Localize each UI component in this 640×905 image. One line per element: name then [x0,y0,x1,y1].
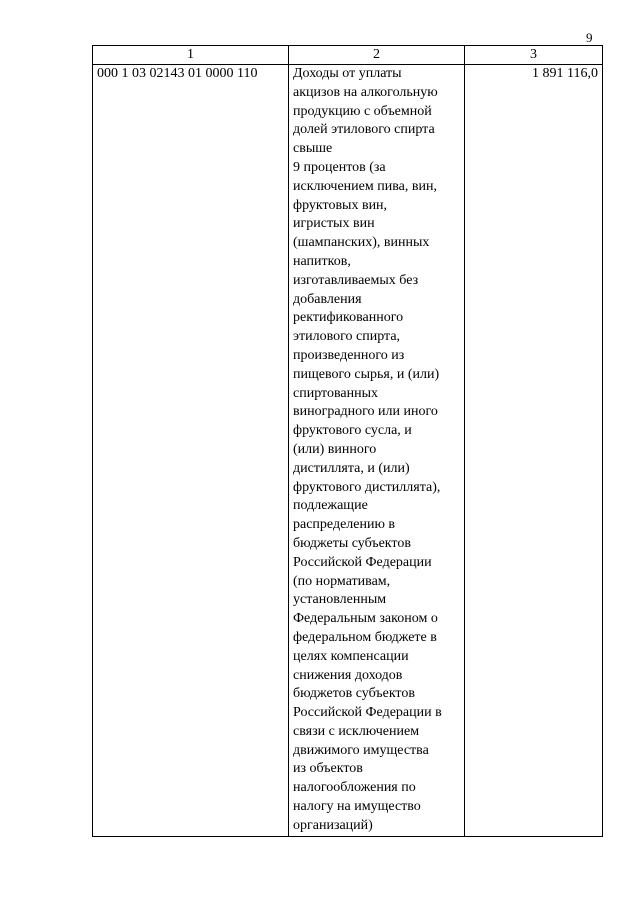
description-line: фруктовых вин, [293,197,388,213]
amount-value: 1 891 116,0 [465,65,603,837]
description-line: акцизов на алкогольную [293,84,438,100]
description-line: подлежащие [293,498,368,514]
description-line: свыше [293,141,333,157]
description-line: организаций) [293,817,373,833]
description-line: 9 процентов (за [293,159,386,175]
description-line: ректификованного [293,310,404,326]
income-description [289,65,465,837]
description-line: (шампанских), винных [293,235,430,251]
description-line: произведенного из [293,347,405,363]
description-line: исключением пива, вин, [293,178,437,194]
description-line: фруктового сусла, и [293,423,412,439]
description-line: федеральном бюджете в [293,629,437,645]
description-line: этилового спирта, [293,329,401,345]
description-line: Российской Федерации в [293,705,442,721]
description-line: игристых вин [293,216,375,232]
description-line: бюджетов субъектов [293,686,415,702]
description-line: распределению в [293,517,396,533]
description-line: Российской Федерации [293,554,432,570]
description-line: бюджеты субъектов [293,535,411,551]
description-line: продукцию с объемной [293,103,432,119]
description-line: спиртованных [293,385,378,401]
description-line: долей этилового спирта [293,122,435,138]
budget-table [92,45,603,837]
header-row [93,46,603,65]
description-line: Доходы от уплаты [293,66,402,81]
description-line: из объектов [293,761,363,777]
description-line: напитков, [293,253,351,269]
description-line: (или) винного [293,441,377,457]
classification-code: 000 1 03 02143 01 0000 110 [93,65,289,837]
description-line: связи с исключением [293,723,420,739]
column-header-3: 3 [465,46,603,65]
description-line: (по нормативам, [293,573,391,589]
description-line: движимого имущества [293,742,429,758]
description-line: добавления [293,291,362,307]
description-line: целях компенсации [293,648,409,664]
column-header-1: 1 [93,46,289,65]
description-line: установленным [293,592,387,608]
description-line: изготавливаемых без [293,272,419,288]
description-line: виноградного или иного [293,404,438,420]
description-line: снижения доходов [293,667,403,683]
table-row [93,65,603,837]
column-header-2: 2 [289,46,465,65]
page-number: 9 [586,30,593,45]
description-line: дистиллята, и (или) [293,460,410,476]
description-line: Федеральным законом о [293,611,438,627]
description-line: налогообложения по [293,780,416,796]
description-line: налогу на имущество [293,799,421,815]
description-line: пищевого сырья, и (или) [293,366,440,382]
description-line: фруктового дистиллята), [293,479,441,495]
